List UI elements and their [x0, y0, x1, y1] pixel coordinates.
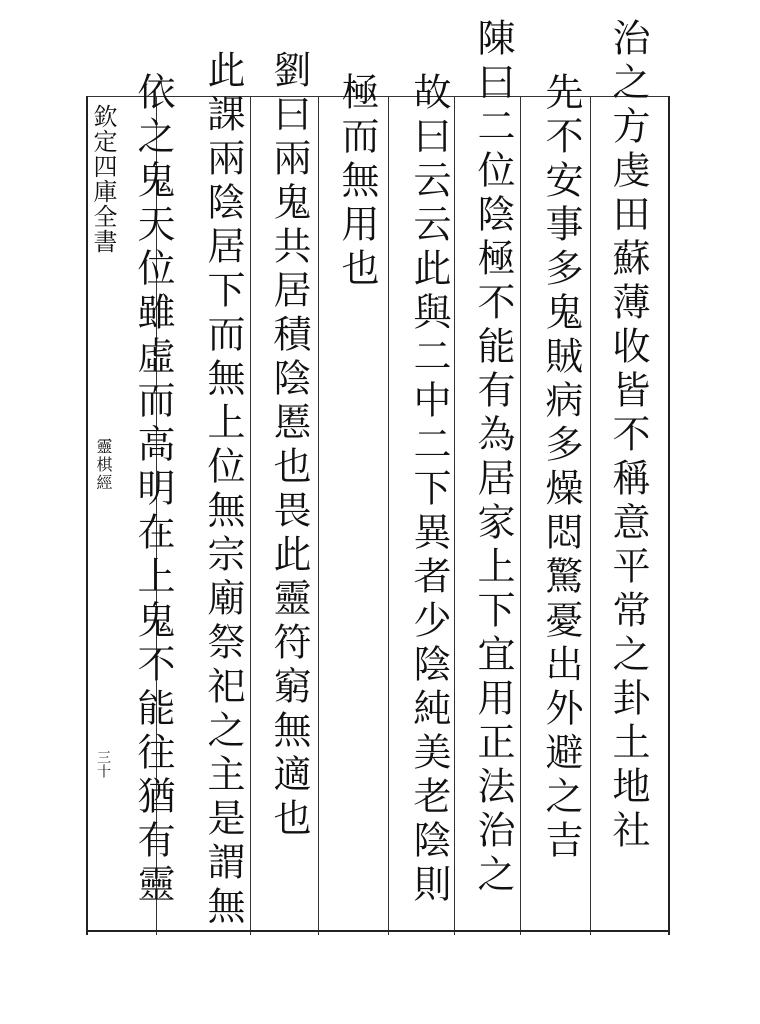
- page-number: 三十: [95, 750, 111, 778]
- text-column-6: 劉曰兩鬼共居積陰慝也畏此靈符窮無適也: [267, 50, 311, 842]
- bottom-rule: [86, 930, 670, 932]
- text-column-2: 先不安事多鬼賊病多燥悶驚憂出外避之吉: [539, 72, 583, 864]
- column-divider: [318, 97, 319, 935]
- text-column-8: 依之鬼天位雖虛而高明在上鬼不能往猶有靈: [131, 72, 175, 908]
- column-divider: [388, 97, 389, 935]
- text-column-7: 此課兩陰居下而無上位無宗廟祭祀之主是謂無: [201, 50, 245, 930]
- book-title: 欽定四庫全書: [89, 104, 117, 254]
- text-column-5: 極而無用也: [335, 72, 379, 292]
- column-divider: [250, 97, 251, 935]
- text-column-1: 治之方虔田蘇薄收皆不稱意平常之卦土地社: [606, 18, 650, 854]
- text-column-4: 故曰云云此與二中二下異者少陰純美老陰則: [407, 72, 451, 908]
- column-divider: [590, 97, 591, 935]
- text-column-3: 陳曰二位陰極不能有為居家上下宜用正法治之: [471, 18, 515, 898]
- section-label: 靈棋經: [94, 438, 113, 492]
- column-divider: [520, 97, 521, 935]
